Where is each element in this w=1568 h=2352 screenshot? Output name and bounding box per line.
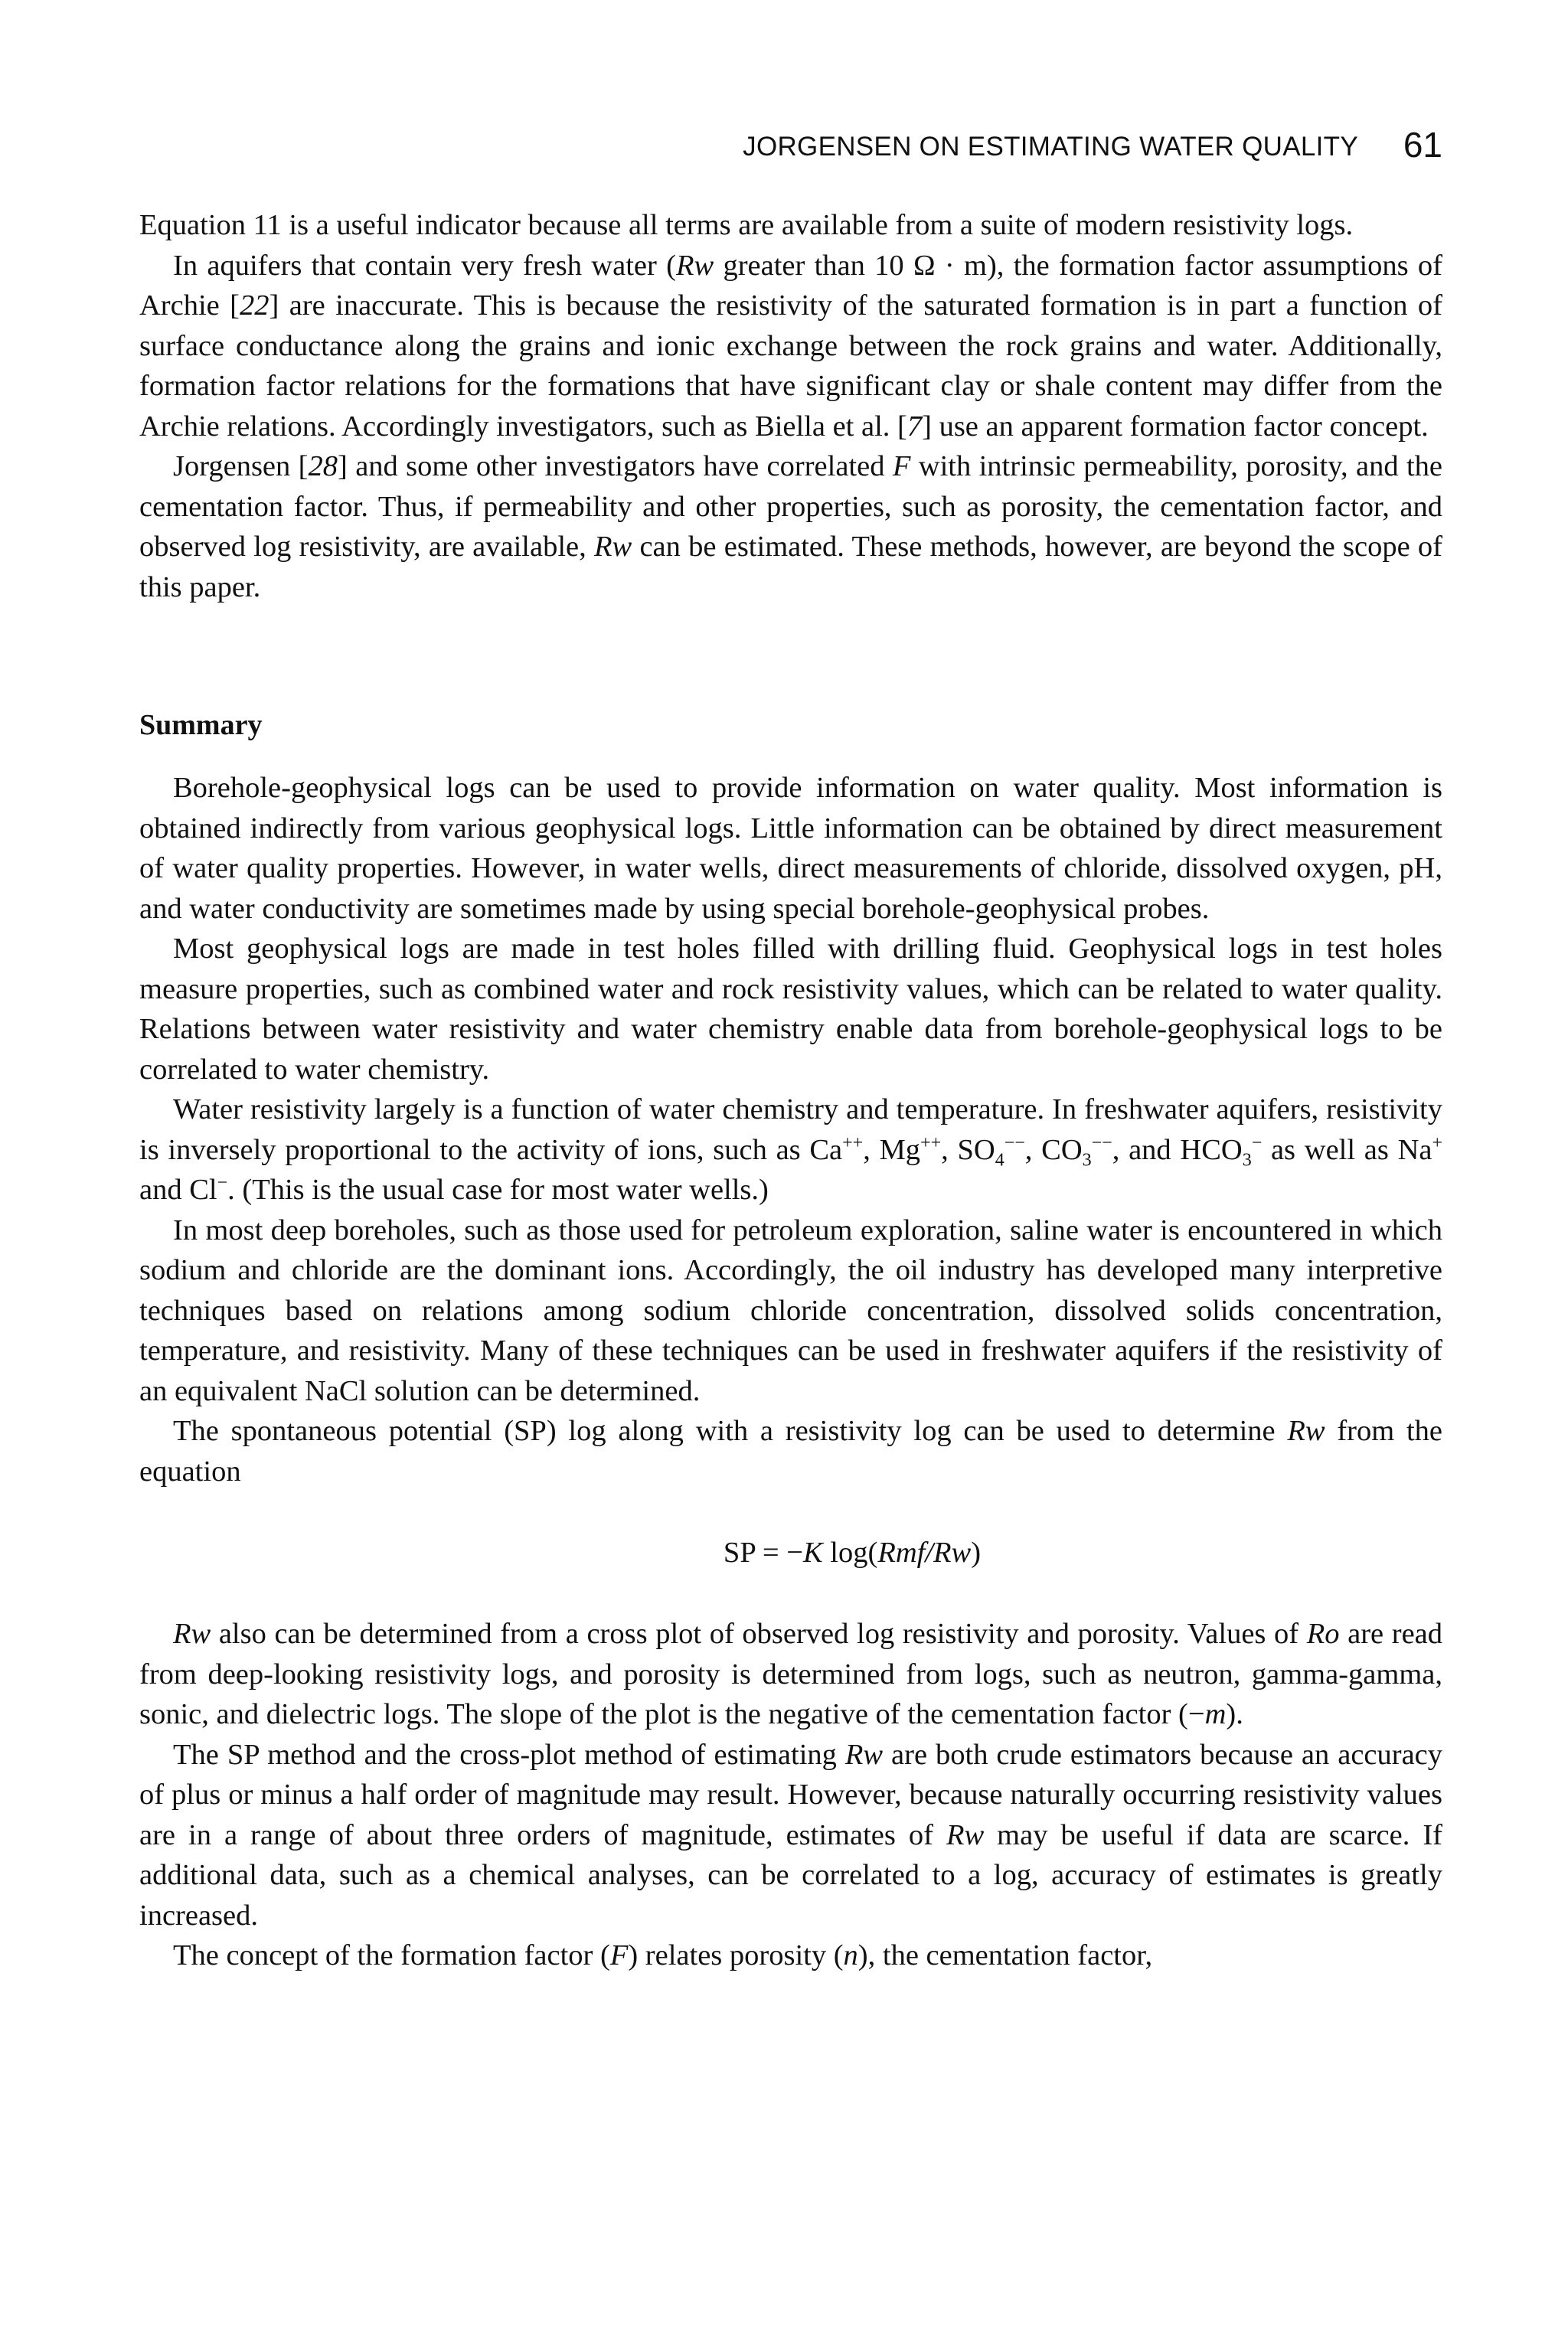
summary-paragraph-6: Rw also can be determined from a cross plot of observed log resistivity and porosity. Values of Ro are read from deep-looking resistivity logs, and porosity is determined from logs, such as neutron, gamma-gamma, sonic, and dielectric logs. The slope of the plot is the negative of the cementation factor (−m). [139, 1618, 1442, 1730]
intro-paragraph-1: Equation 11 is a useful indicator because all terms are available from a suite of modern resistivity logs. [139, 209, 1354, 241]
summary-paragraph-3: Water resistivity largely is a function of water chemistry and temperature. In freshwater aquifers, resistivity is inversely proportional to the activity of ions, such as Ca++, Mg++, $SO_4^{--}$, $CO_3^{--}$, and $HCO_3^-$ as well as Na+ and Cl−. (This is the usual case for most water wells.) [139, 1093, 1443, 1206]
summary-paragraph-7: The SP method and the cross-plot method of estimating Rw are both crude estimators because an accuracy of plus or minus a half order of magnitude may result. However, because naturally occurring resistivity values are in a range of about three orders of magnitude, estimates of Rw may be useful if data are scarce. If additional data, such as a chemical analyses, can be correlated to a log, accuracy of estimates is greatly increased. [139, 1738, 1442, 1932]
citation-7: 7 [906, 410, 923, 443]
summary-heading: Summary [139, 709, 263, 741]
sp-equation: SP = −K log(Rmf/Rw) [723, 1537, 982, 1569]
citation-28: 28 [308, 450, 338, 482]
summary-paragraph-8: The concept of the formation factor (F) relates porosity (n), the cementation factor, [173, 1939, 1153, 1971]
page-number: 61 [1403, 125, 1442, 165]
summary-paragraph-4: In most deep boreholes, such as those used for petroleum exploration, saline water is encountered in which sodium and chloride are the dominant ions. Accordingly, the oil industry has developed many interpretive techniques based on relations among sodium chloride concentration, dissolved solids concentration, temperature, and resistivity. Many of these techniques can be used in freshwater aquifers if the resistivity of an equivalent NaCl solution can be determined. [139, 1214, 1442, 1407]
summary-paragraph-1: Borehole-geophysical logs can be used to provide information on water quality. Most information is obtained indirectly from various geophysical logs. Little information can be obtained by direct measurement of water quality properties. However, in water wells, direct measurements of chloride, dissolved oxygen, pH, and water conductivity are sometimes made by using special borehole-geophysical probes. [139, 772, 1442, 925]
running-title: JORGENSEN ON ESTIMATING WATER QUALITY [743, 132, 1358, 162]
running-header [139, 115, 1442, 168]
summary-paragraph-5: The spontaneous potential (SP) log along with a resistivity log can be used to determine Rw from the equation [139, 1415, 1442, 1488]
intro-paragraph-3: Jorgensen [28] and some other investigators have correlated F with intrinsic permeability, porosity, and the cementation factor. Thus, if permeability and other properties, such as porosity, the cementation factor, and observed log resistivity, are available, Rw can be estimated. These methods, however, are beyond the scope of this paper. [139, 450, 1442, 603]
journal-page [139, 115, 1442, 1976]
intro-paragraph-2: In aquifers that contain very fresh water (Rw greater than 10 Ω · m), the formation factor assumptions of Archie [22] are inaccurate. This is because the resistivity of the saturated formation is in part a function of surface conductance along the grains and ionic exchange between the rock grains and water. Additionally, formation factor relations for the formations that have significant clay or shale content may differ from the Archie relations. Accordingly investigators, such as Biella et al. [7] use an apparent formation factor concept. [139, 249, 1443, 443]
citation-22: 22 [239, 289, 270, 322]
summary-paragraph-2: Most geophysical logs are made in test holes filled with drilling fluid. Geophysical logs in test holes measure properties, such as combined water and rock resistivity values, which can be related to water quality. Relations between water resistivity and water chemistry enable data from borehole-geophysical logs to be correlated to water chemistry. [139, 933, 1442, 1086]
